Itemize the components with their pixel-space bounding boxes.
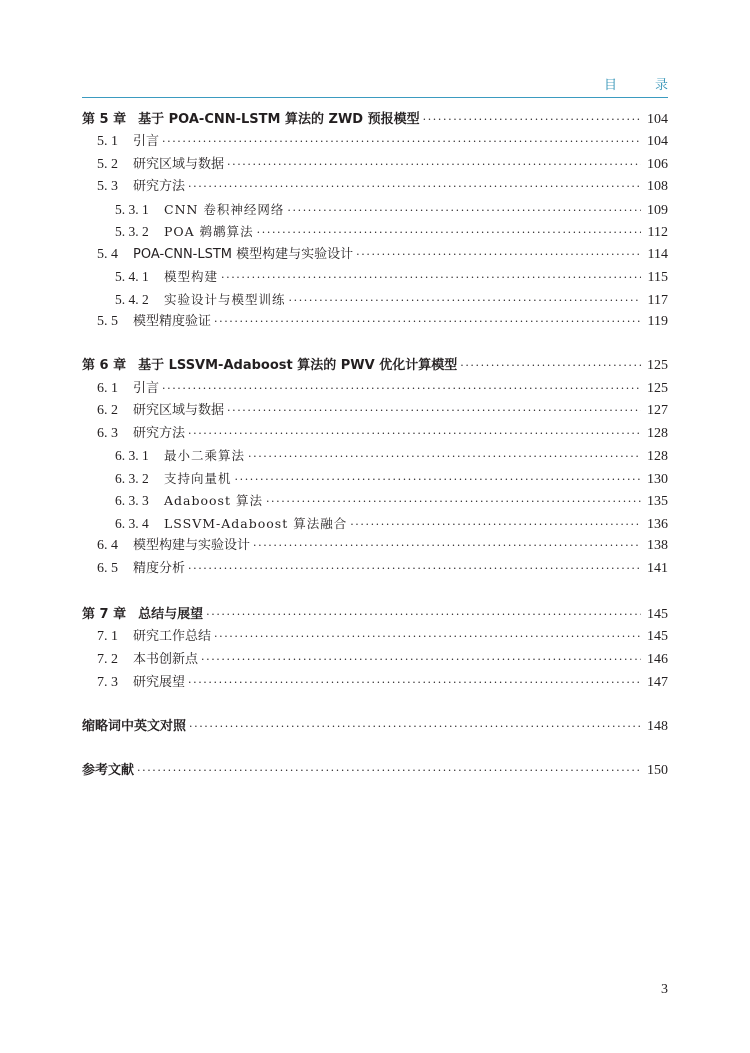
toc-entry-5-3-2[interactable] xyxy=(82,221,668,243)
entry-number: 6. 1 xyxy=(97,381,118,396)
entry-number: 第 5 章 xyxy=(82,112,127,127)
toc-entry-5-4-2[interactable] xyxy=(82,289,668,311)
entry-title: POA 鹈鹕算法 xyxy=(164,224,254,239)
header-rule xyxy=(82,97,668,98)
entry-page: 127 xyxy=(647,403,668,418)
entry-title: LSSVM-Adaboost 算法融合 xyxy=(164,516,348,531)
entry-number: 第 6 章 xyxy=(82,358,127,373)
entry-title: Adaboost 算法 xyxy=(164,493,263,508)
entry-page: 104 xyxy=(647,112,668,127)
entry-title: 缩略词中英文对照 xyxy=(82,719,187,734)
entry-number: 7. 1 xyxy=(97,629,118,644)
entry-title: 研究方法 xyxy=(133,426,186,441)
entry-title: 精度分析 xyxy=(133,561,186,576)
entry-page: 108 xyxy=(647,179,668,194)
entry-number: 5. 1 xyxy=(97,134,118,149)
toc-entry-abbreviations[interactable] xyxy=(82,716,668,738)
toc-entry-5-4-1[interactable] xyxy=(82,266,668,288)
entry-page: 117 xyxy=(647,293,668,308)
entry-number: 第 7 章 xyxy=(82,607,127,622)
entry-page: 115 xyxy=(647,270,668,285)
toc-entry-7-2[interactable] xyxy=(82,649,668,671)
entry-number: 6. 3. 2 xyxy=(115,471,149,486)
dot-leader xyxy=(253,535,641,557)
entry-number: 6. 3. 1 xyxy=(115,448,149,463)
dot-leader xyxy=(214,626,641,648)
entry-page: 148 xyxy=(647,719,668,734)
entry-page: 145 xyxy=(647,629,668,644)
entry-title: 研究区域与数据 xyxy=(133,157,225,172)
entry-number: 6. 2 xyxy=(97,403,118,418)
dot-leader xyxy=(221,267,641,289)
dot-leader xyxy=(235,469,641,491)
entry-page: 119 xyxy=(647,314,668,329)
toc-entry-6-2[interactable] xyxy=(82,400,668,422)
toc-entry-5-4[interactable] xyxy=(82,244,668,266)
entry-page: 125 xyxy=(647,358,668,373)
entry-page: 114 xyxy=(647,247,668,262)
toc-entry-6-5[interactable] xyxy=(82,558,668,580)
dot-leader xyxy=(350,514,641,536)
running-header xyxy=(604,74,668,93)
entry-title: POA-CNN-LSTM 模型构建与实验设计 xyxy=(133,247,354,262)
entry-title: 参考文献 xyxy=(82,763,135,778)
entry-page: 104 xyxy=(647,134,668,149)
entry-number: 5. 3 xyxy=(97,179,118,194)
toc-entry-chapter-6[interactable] xyxy=(82,355,668,377)
toc-entry-7-1[interactable] xyxy=(82,626,668,648)
entry-page: 130 xyxy=(647,472,668,487)
dot-leader xyxy=(162,378,641,400)
entry-number: 5. 2 xyxy=(97,157,118,172)
entry-page: 145 xyxy=(647,607,668,622)
page-number: 3 xyxy=(661,982,668,997)
dot-leader xyxy=(206,604,641,626)
dot-leader xyxy=(162,131,641,153)
dot-leader xyxy=(248,446,641,468)
toc-entry-chapter-5[interactable] xyxy=(82,109,668,131)
entry-number: 6. 3. 4 xyxy=(115,516,149,531)
dot-leader xyxy=(287,200,641,222)
entry-page: 128 xyxy=(647,449,668,464)
dot-leader xyxy=(227,400,641,422)
entry-page: 147 xyxy=(647,675,668,690)
dot-leader xyxy=(188,672,641,694)
entry-title: 总结与展望 xyxy=(138,607,204,622)
entry-page: 109 xyxy=(647,203,668,218)
dot-leader xyxy=(423,109,641,131)
entry-title: 实验设计与模型训练 xyxy=(164,292,286,307)
entry-title: 模型精度验证 xyxy=(133,314,212,329)
entry-page: 150 xyxy=(647,763,668,778)
entry-number: 5. 4 xyxy=(97,247,118,262)
toc-entry-6-3-1[interactable] xyxy=(82,445,668,467)
toc-entry-5-5[interactable] xyxy=(82,311,668,333)
entry-number: 6. 3. 3 xyxy=(115,493,149,508)
dot-leader xyxy=(227,154,641,176)
toc-entry-7-3[interactable] xyxy=(82,672,668,694)
dot-leader xyxy=(189,716,641,738)
dot-leader xyxy=(266,491,641,513)
toc-entry-6-3-3[interactable] xyxy=(82,490,668,512)
entry-page: 112 xyxy=(647,225,668,240)
dot-leader xyxy=(289,290,641,312)
toc-entry-6-1[interactable] xyxy=(82,378,668,400)
toc-entry-5-3[interactable] xyxy=(82,176,668,198)
entry-number: 5. 3. 1 xyxy=(115,202,149,217)
entry-title: 模型构建 xyxy=(164,269,219,284)
toc-entry-references[interactable] xyxy=(82,760,668,782)
entry-title: 研究展望 xyxy=(133,675,186,690)
entry-page: 136 xyxy=(647,517,668,532)
header-label-1: 目 xyxy=(604,78,618,93)
entry-page: 141 xyxy=(647,561,668,576)
toc-entry-6-3-4[interactable] xyxy=(82,513,668,535)
toc-entry-6-4[interactable] xyxy=(82,535,668,557)
entry-title: 最小二乘算法 xyxy=(164,448,246,463)
dot-leader xyxy=(188,558,641,580)
entry-page: 138 xyxy=(647,538,668,553)
toc-entry-6-3-2[interactable] xyxy=(82,468,668,490)
header-label-2: 录 xyxy=(654,78,668,93)
dot-leader xyxy=(188,176,641,198)
dot-leader xyxy=(460,355,641,377)
entry-title: 研究区域与数据 xyxy=(133,403,225,418)
entry-title: 基于 POA-CNN-LSTM 算法的 ZWD 预报模型 xyxy=(138,112,420,127)
entry-number: 7. 3 xyxy=(97,675,118,690)
entry-title: 研究工作总结 xyxy=(133,629,212,644)
dot-leader xyxy=(137,760,641,782)
entry-title: 支持向量机 xyxy=(164,471,232,486)
entry-title: 模型构建与实验设计 xyxy=(133,538,251,553)
entry-page: 146 xyxy=(647,652,668,667)
entry-number: 7. 2 xyxy=(97,652,118,667)
toc-entry-5-1[interactable] xyxy=(82,131,668,153)
entry-number: 5. 4. 2 xyxy=(115,292,149,307)
dot-leader xyxy=(356,244,641,266)
toc-entry-chapter-7[interactable] xyxy=(82,604,668,626)
entry-number: 6. 4 xyxy=(97,538,118,553)
entry-number: 6. 3 xyxy=(97,426,118,441)
dot-leader xyxy=(201,649,641,671)
toc-entry-5-2[interactable] xyxy=(82,154,668,176)
entry-title: 基于 LSSVM-Adaboost 算法的 PWV 优化计算模型 xyxy=(138,358,458,373)
entry-number: 5. 4. 1 xyxy=(115,269,149,284)
entry-number: 5. 3. 2 xyxy=(115,224,149,239)
entry-number: 6. 5 xyxy=(97,561,118,576)
entry-title: 本书创新点 xyxy=(133,652,199,667)
dot-leader xyxy=(214,311,641,333)
toc-entry-6-3[interactable] xyxy=(82,423,668,445)
dot-leader xyxy=(257,222,641,244)
entry-title: CNN 卷积神经网络 xyxy=(164,202,285,217)
entry-page: 106 xyxy=(647,157,668,172)
dot-leader xyxy=(188,423,641,445)
entry-page: 128 xyxy=(647,426,668,441)
entry-page: 135 xyxy=(647,494,668,509)
entry-page: 125 xyxy=(647,381,668,396)
entry-title: 引言 xyxy=(133,381,160,396)
entry-title: 引言 xyxy=(133,134,160,149)
toc-entry-5-3-1[interactable] xyxy=(82,199,668,221)
entry-title: 研究方法 xyxy=(133,179,186,194)
entry-number: 5. 5 xyxy=(97,314,118,329)
